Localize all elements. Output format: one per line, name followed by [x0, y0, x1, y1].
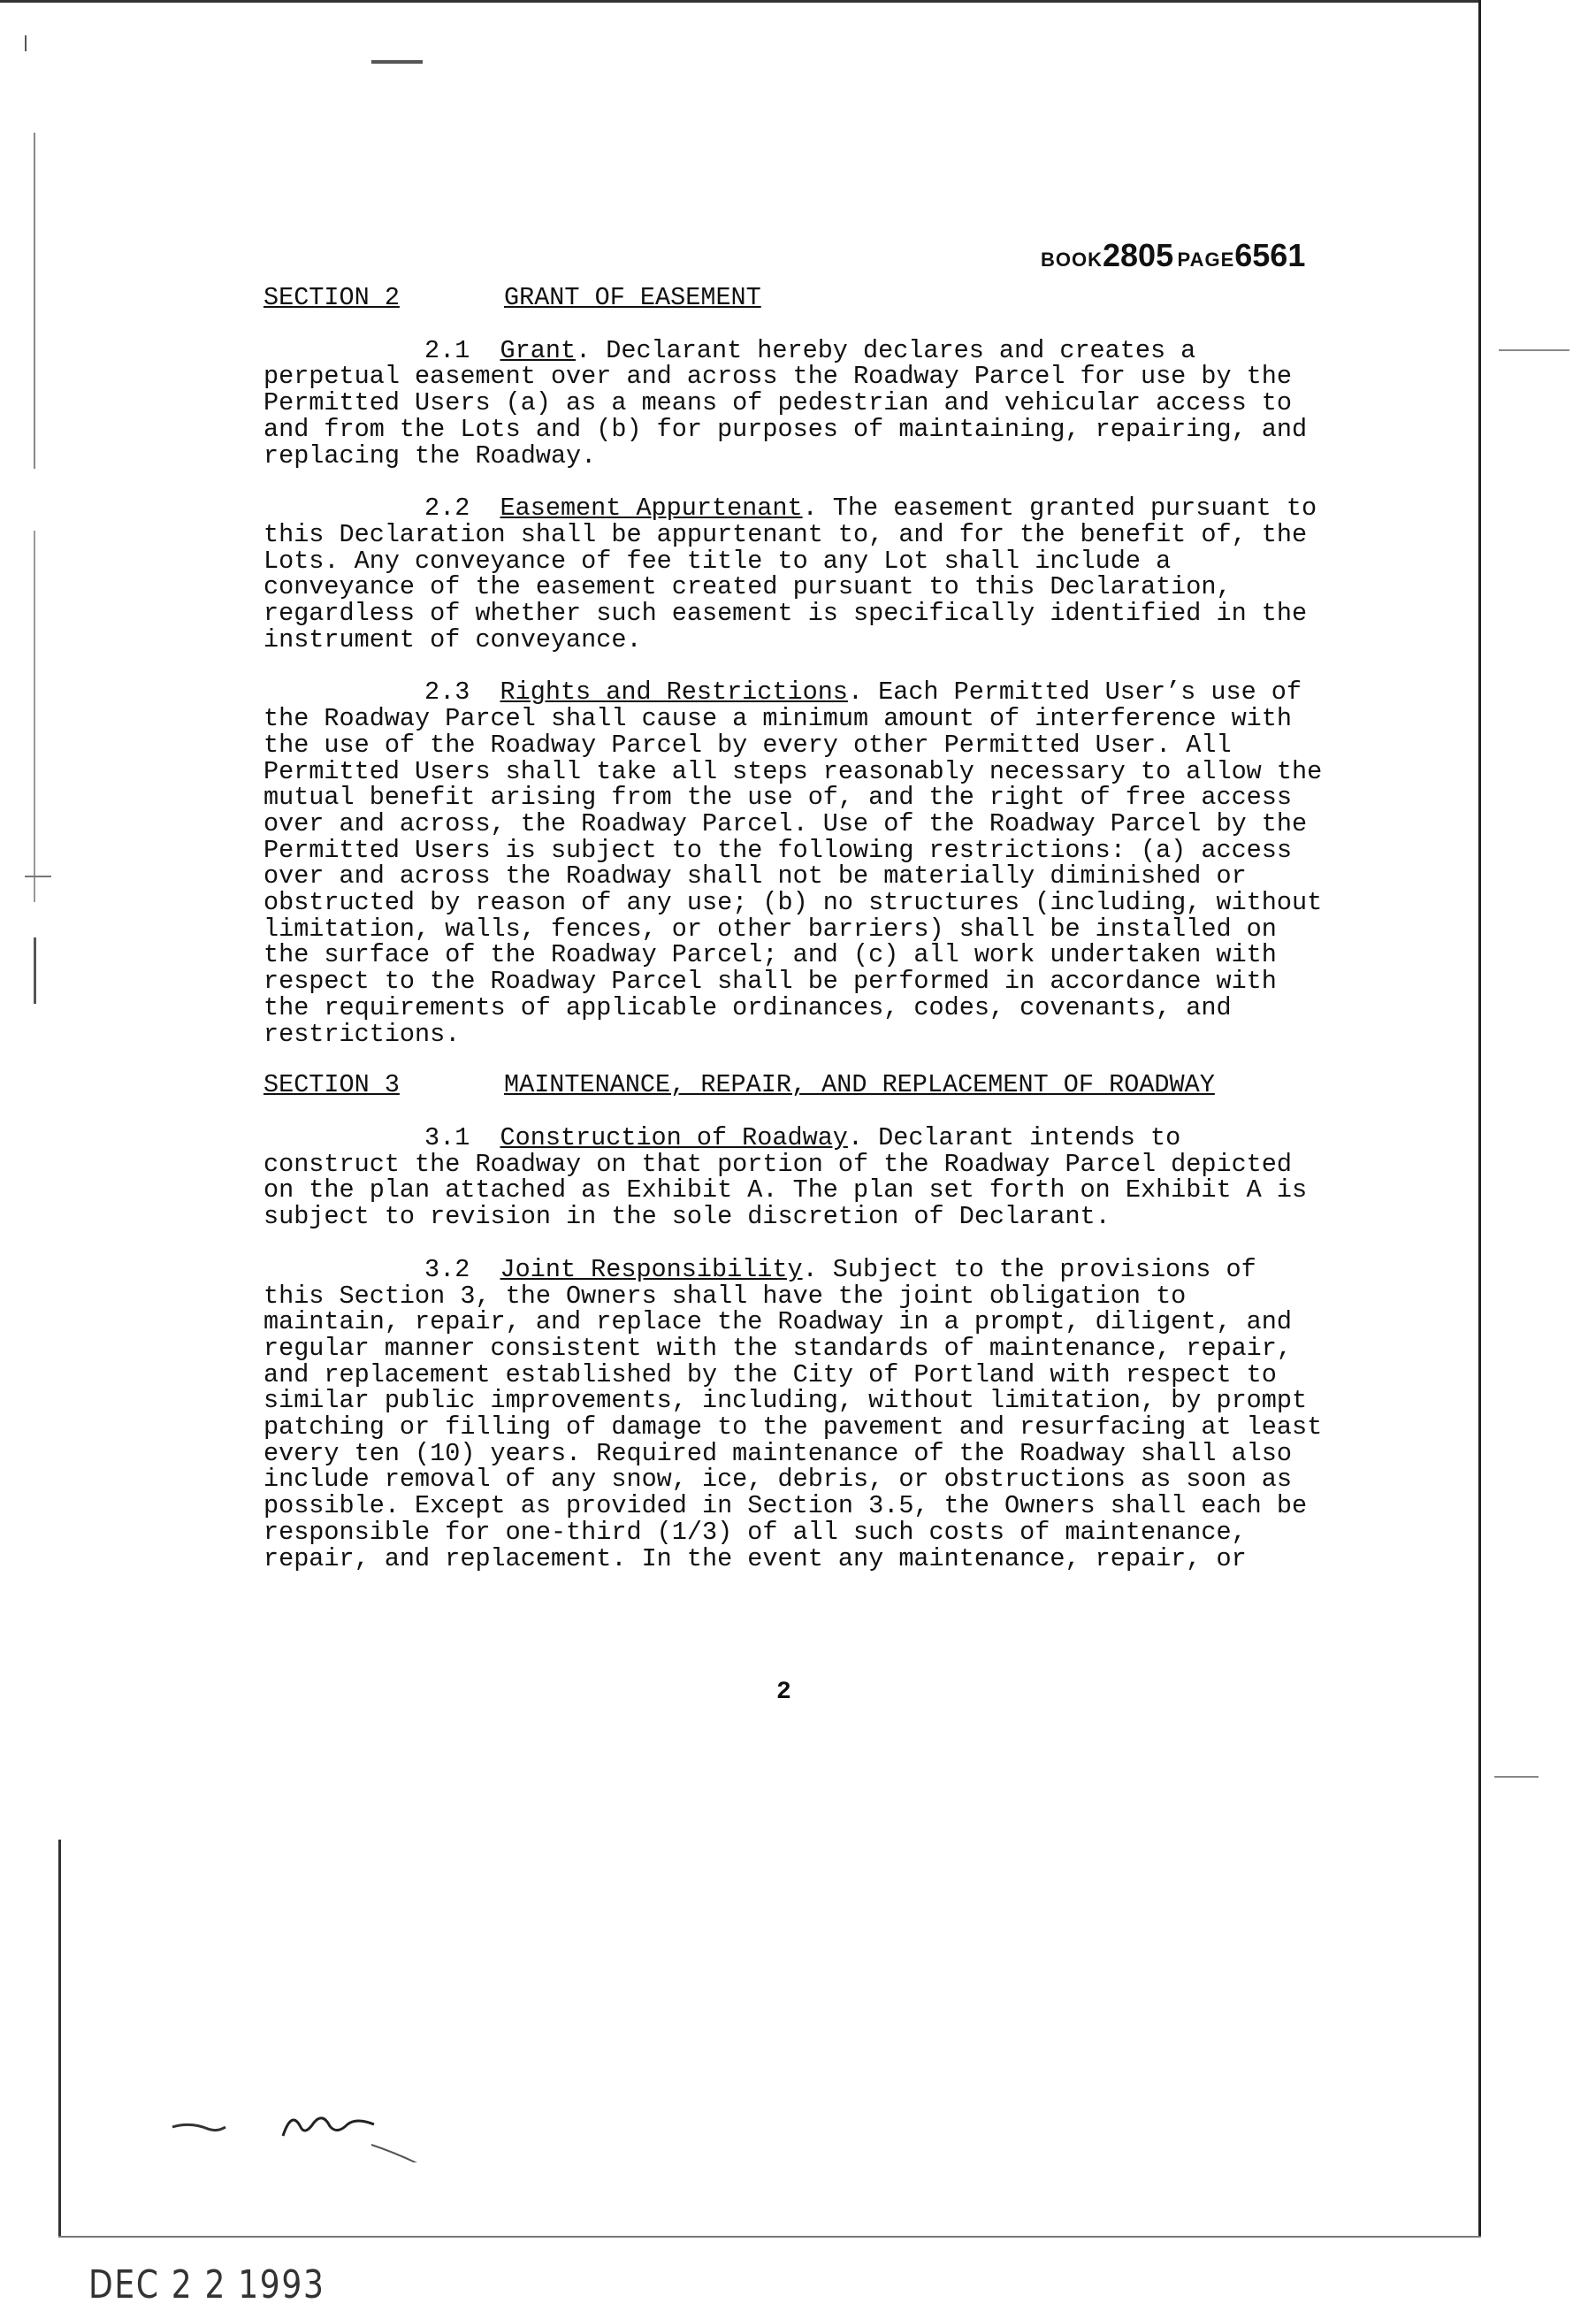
paragraph-text: . Subject to the provisions of this Section 3, the Owners shall have the joint obligation to maintain, repair, and replace the Roadway in a prompt, diligent, and regular manner consistent with the standards of maintenance, repair, and replacement established by the City of Portland with respect to similar public improvements, including, without limitation, by prompt patching or filling of damage to the pavement and resurfacing at least every ten (10) years. Required maintenance of the Roadway shall also include removal of any snow, ice, debris, or obstructions as soon as possible. Except as provided in Section 3.5, the Owners shall each be responsible for one-third (1/3) of all such costs of maintenance, repair, and replacement. In the event any maintenance, repair, or: [263, 1254, 1323, 1573]
paragraph-heading: Easement Appurtenant: [500, 494, 803, 524]
section-title: MAINTENANCE, REPAIR, AND REPLACEMENT OF ROADWAY: [504, 1070, 1215, 1100]
paragraph-number: 3.1: [424, 1122, 470, 1152]
paragraph-number: 2.1: [424, 335, 470, 365]
scan-mark: [34, 937, 36, 1004]
page-border-left: [58, 1840, 61, 2238]
paragraph-heading: Joint Responsibility: [500, 1254, 803, 1284]
page-border-top: [0, 0, 1481, 3]
section-heading: [263, 1072, 1325, 1098]
book-label: BOOK: [1041, 249, 1103, 271]
handwritten-initials: [168, 2092, 451, 2162]
paragraph-heading: Construction of Roadway: [500, 1122, 848, 1152]
paragraph-number: 2.2: [424, 494, 470, 524]
paragraph: [263, 1254, 1325, 1573]
scan-mark: [34, 133, 35, 469]
paragraph-text: . Each Permitted User’s use of the Roadway Parcel shall cause a minimum amount of interference with the use of the Roadway Parcel by every other Permitted User. All Permitted Users shall take all steps reasonably necessary to allow the mutual benefit arising from the use of, and the right of free access over and across, the Roadway Parcel. Use of the Roadway Parcel by the Permitted Users is subject to the following restrictions: (a) access over and across the Roadway shall not be materially diminished or obstructed by reason of any use; (b) no structures (including, without limitation, walls, fences, or other barriers) shall be installed on the surface of the Roadway Parcel; and (c) all work undertaken with respect to the Roadway Parcel shall be performed in accordance with the requirements of applicable ordinances, codes, covenants, and restrictions.: [263, 677, 1323, 1049]
scan-mark: [1499, 349, 1569, 351]
scan-mark: [25, 876, 51, 877]
book-number: 2805: [1103, 237, 1174, 273]
paragraph-number: 2.3: [424, 677, 470, 708]
document-body: [263, 285, 1325, 1572]
paragraph: [263, 679, 1325, 1047]
recording-page-number: 6561: [1234, 237, 1306, 273]
paragraph-text: . Declarant hereby declares and creates a perpetual easement over and across the Roadway Parcel for use by the Permitted Users (a) as a means of pedestrian and vehicular access to and from the Lots and (b) for purposes of maintaining, repairing, and replacing the Roadway.: [263, 335, 1308, 471]
paragraph-text: . Declarant intends to construct the Roadway on that portion of the Roadway Parcel depicted on the plan attached as Exhibit A. The plan set forth on Exhibit A is subject to revision in the sole discretion of Declarant.: [263, 1122, 1308, 1232]
recording-date-stamp: DEC 2 2 1993: [88, 2262, 325, 2307]
paragraph: [263, 1122, 1325, 1232]
scan-mark: [371, 60, 423, 64]
section-heading: [263, 285, 1325, 311]
paragraph: [263, 495, 1325, 653]
section-number: SECTION 3: [263, 1070, 400, 1100]
paragraph-number: 3.2: [424, 1254, 470, 1284]
page-label: PAGE: [1177, 249, 1235, 271]
paragraph-heading: Grant: [500, 335, 577, 365]
page-border-right: [1478, 0, 1481, 2238]
recording-reference: [1041, 237, 1305, 274]
section-title: GRANT OF EASEMENT: [504, 283, 761, 312]
paragraph: [263, 335, 1325, 471]
section-number: SECTION 2: [263, 283, 400, 312]
paragraph-heading: Rights and Restrictions: [500, 677, 848, 708]
page-number: 2: [776, 1679, 791, 1706]
paragraph-text: . The easement granted pursuant to this Declaration shall be appurtenant to, and for the benefit of, the Lots. Any conveyance of fee title to any Lot shall include a conveyance of the easement created pursuant to this Declaration, regardless of whether such easement is specifically identified in the instrument of conveyance.: [263, 494, 1317, 654]
page-border-bottom: [58, 2236, 1481, 2238]
scan-mark: [25, 35, 27, 51]
scan-mark: [34, 531, 35, 902]
scan-mark: [1494, 1776, 1539, 1778]
